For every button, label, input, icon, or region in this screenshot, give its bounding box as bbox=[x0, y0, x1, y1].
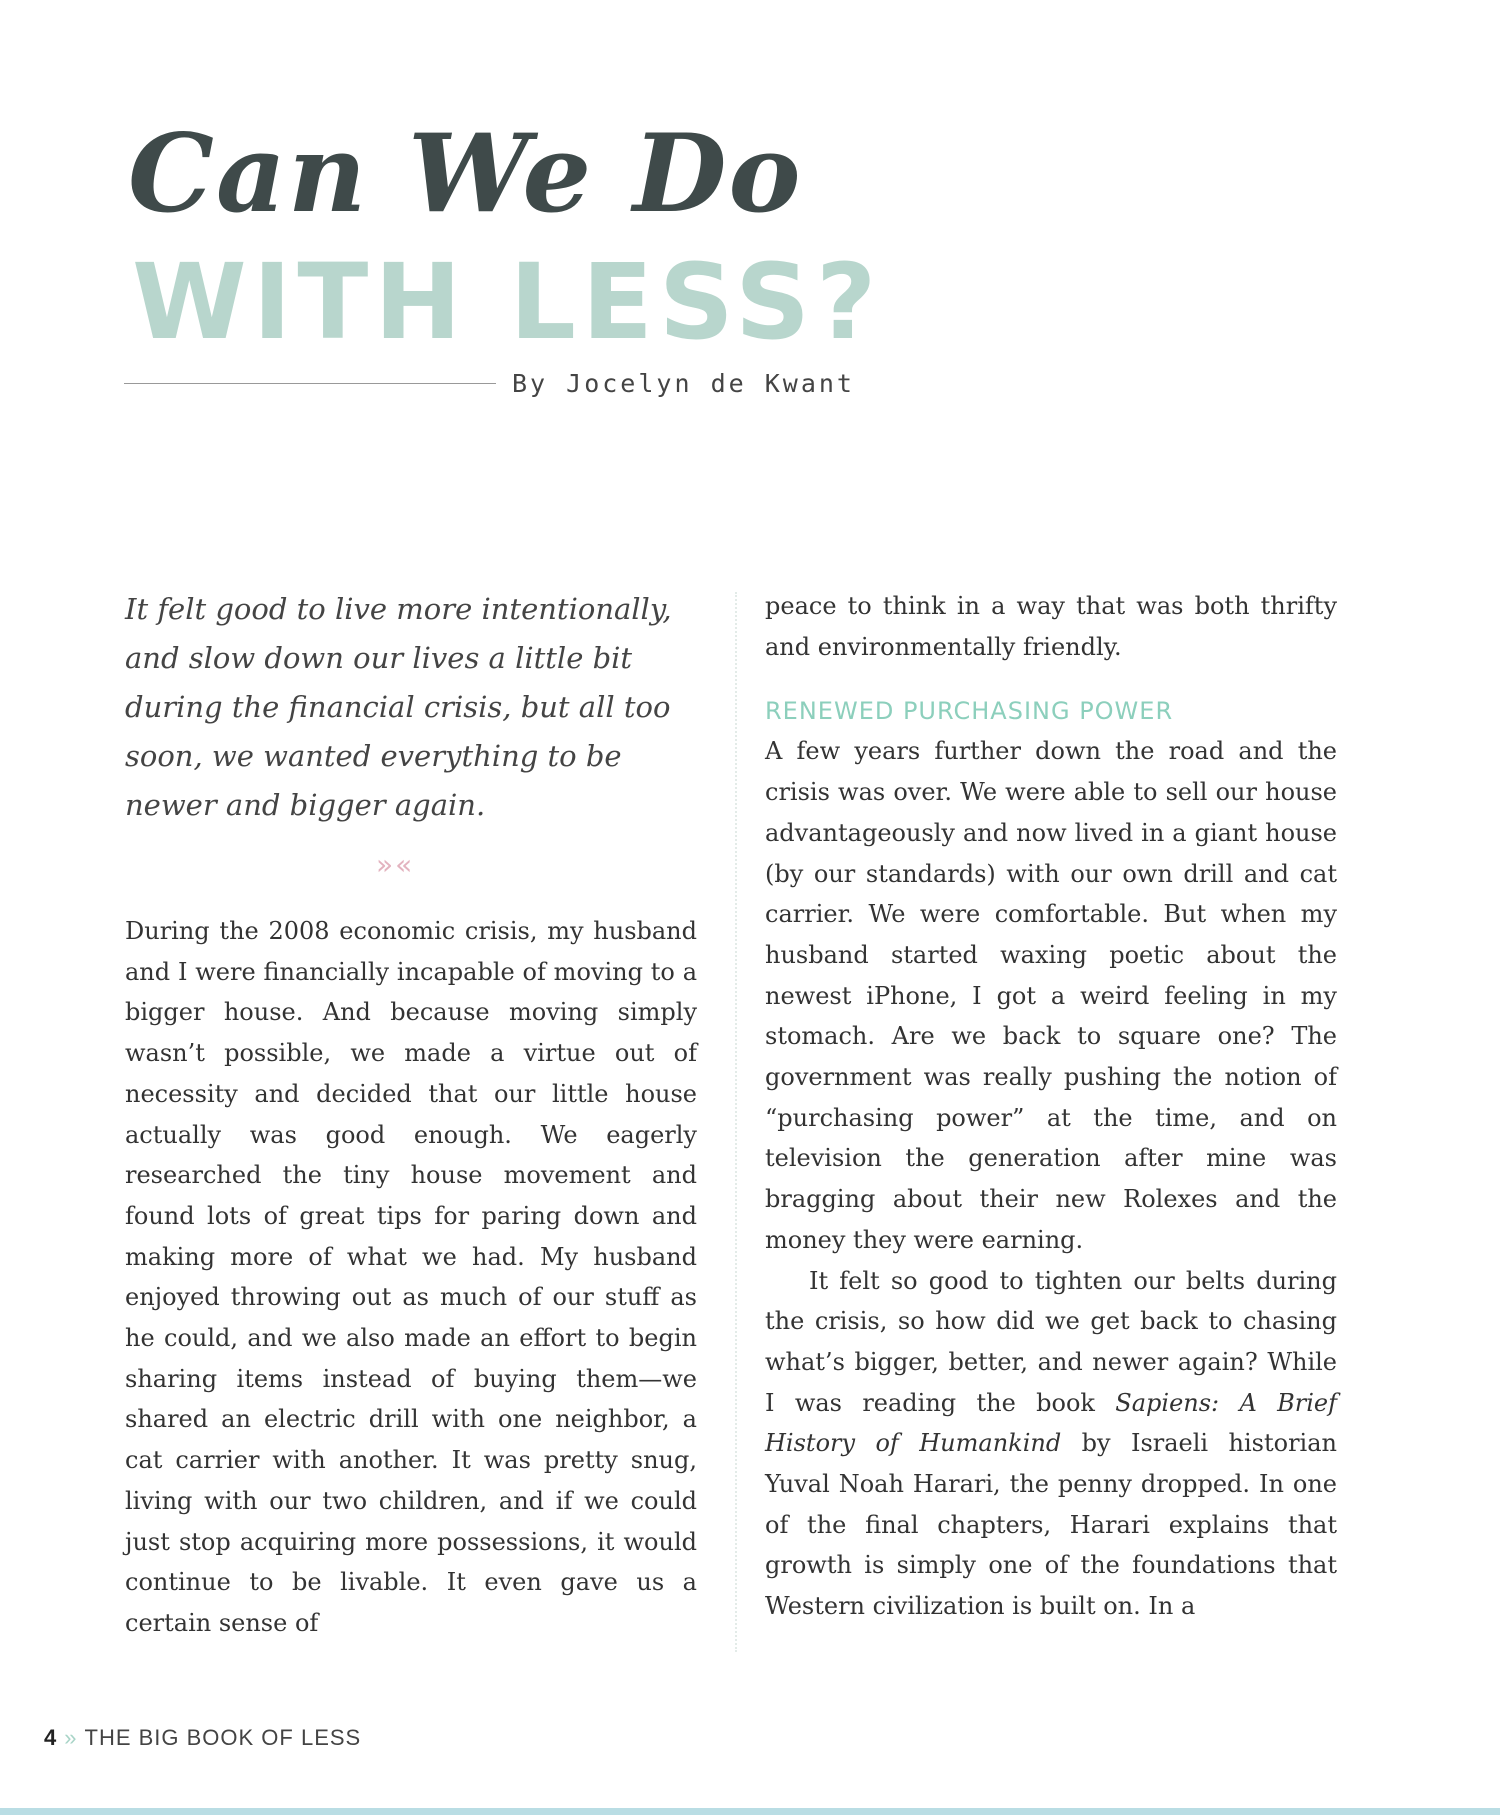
title-script-line: Can We Do bbox=[128, 111, 803, 237]
title-block-line: WITH LESS? bbox=[132, 241, 883, 363]
body-paragraph: peace to think in a way that was both thrifty and environmentally friendly. bbox=[765, 592, 1337, 661]
page-number: 4 bbox=[44, 1725, 57, 1750]
ornament-icon: »« bbox=[376, 848, 415, 881]
bottom-color-bar bbox=[0, 1808, 1500, 1815]
body-text: by Israeli historian Yuval Noah Harari, the penny dropped. In one of the final chapters, Harari explains that growth is simply one of the foundations that Western civilization is built on. In a bbox=[765, 1429, 1337, 1621]
body-paragraph: During the 2008 economic crisis, my husband and I were financially incapable of moving to a bigger house. And because moving simply wasn’t possible, we made a virtue out of necessity and decided that our little house actually was good enough. We eagerly researched the tiny house movement and found lots of great tips for paring down and making more of what we had. My husband enjoyed throwing out as much of our stuff as he could, and we also made an effort to begin sharing items instead of buying them—we shared an electric drill with one neighbor, a cat carrier with another. It was pretty snug, living with our two children, and if we could just stop acquiring more possessions, it would continue to be livable. It even gave us a certain sense of bbox=[125, 917, 697, 1637]
section-subhead: RENEWED PURCHASING POWER bbox=[765, 697, 1174, 726]
chevron-right-icon: » bbox=[64, 1725, 77, 1750]
running-book-title: THE BIG BOOK OF LESS bbox=[84, 1725, 362, 1750]
column-right bbox=[765, 586, 1337, 1627]
byline: By Jocelyn de Kwant bbox=[512, 369, 855, 398]
body-paragraph bbox=[765, 1261, 1337, 1627]
body-paragraph: A few years further down the road and the crisis was over. We were able to sell our house advantageously and now lived in a giant house (by our standards) with our own drill and cat carrier. We were comfortable. But when my husband started waxing poetic about the newest iPhone, I got a weird feeling in my stomach. Are we back to square one? The government was really pushing the notion of “purchasing power” at the time, and on television the generation after mine was bragging about their new Rolexes and the money they were earning. bbox=[765, 737, 1337, 1254]
column-left bbox=[125, 911, 697, 1644]
pull-quote: It felt good to live more intentionally, and slow down our lives a little bit during the financial crisis, but all too soon, we wanted everything to be newer and bigger again. bbox=[125, 592, 672, 822]
byline-rule bbox=[124, 383, 496, 384]
body-text: It felt so good to tighten our belts during the crisis, so how did we get back to chasing what’s bigger, better, and newer again? While I was reading the book bbox=[765, 1266, 1337, 1417]
page-footer bbox=[44, 1725, 361, 1751]
column-divider bbox=[735, 592, 737, 1652]
book-title-italic: Sapiens: A Brief History of Humankind bbox=[765, 1388, 1338, 1458]
